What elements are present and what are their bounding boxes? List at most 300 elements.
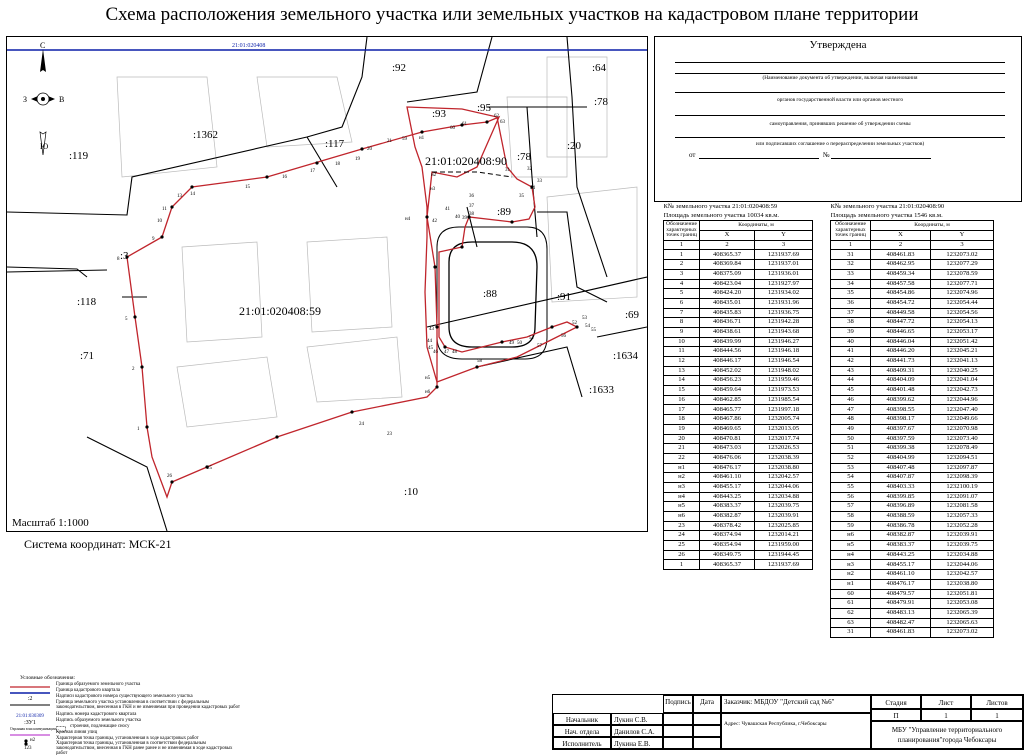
table-row — [831, 318, 994, 328]
cell-y: 1231936.01 — [755, 269, 813, 279]
cell-x: 408449.58 — [871, 308, 931, 318]
cell-x: 408470.81 — [700, 434, 755, 444]
table-row — [664, 250, 813, 260]
cell-y: 1232054.44 — [931, 298, 994, 308]
cell-y: 1231948.02 — [755, 366, 813, 376]
coords-table-59 — [663, 203, 813, 570]
label-10: :10 — [404, 486, 419, 498]
cell-x: 408479.91 — [871, 599, 931, 609]
pt-8: 8 — [117, 257, 120, 262]
cell-point: 3 — [664, 269, 700, 279]
cell-y: 1232094.51 — [931, 453, 994, 463]
cell-y: 1232040.25 — [931, 366, 994, 376]
pt-51: 51 — [529, 336, 534, 341]
pt-50: 50 — [517, 341, 522, 346]
table-59-area: Площадь земельного участка 10034 кв.м. — [663, 211, 780, 219]
cell-point: 40 — [831, 337, 871, 347]
parcel-90-boundary — [407, 107, 577, 382]
table-row — [664, 550, 813, 560]
table-row — [831, 618, 994, 628]
table-row — [664, 279, 813, 289]
pt-9: 9 — [152, 237, 155, 242]
parcel-90-label: 21:01:020408:90 — [425, 154, 508, 168]
cell-x: 408382.87 — [871, 531, 931, 541]
table-row — [664, 298, 813, 308]
legend-item-existing-boundary — [10, 701, 245, 711]
cell-y: 1232053.17 — [931, 327, 994, 337]
cell-y: 1232038.80 — [755, 463, 813, 473]
table-row — [664, 424, 813, 434]
table-row — [831, 589, 994, 599]
cell-y: 1232044.06 — [755, 482, 813, 492]
pt-31: 31 — [505, 168, 510, 173]
cell-x: 408383.37 — [700, 502, 755, 512]
cell-x: 408443.25 — [700, 492, 755, 502]
stamp-name-3: Лукина Е.В. — [611, 737, 663, 749]
cell-y: 1231959.46 — [755, 376, 813, 386]
pt-44: 44 — [427, 339, 432, 344]
table-row — [664, 289, 813, 299]
cell-x: 408446.17 — [700, 357, 755, 367]
cell-point: 23 — [664, 521, 700, 531]
table-59-c3: 3 — [755, 240, 813, 250]
cell-x: 408438.61 — [700, 327, 755, 337]
table-59-h-y: Y — [755, 231, 813, 241]
cell-x: 408365.37 — [700, 560, 755, 570]
table-59-c1: 1 — [664, 240, 700, 250]
pt-42: 42 — [432, 219, 437, 224]
cell-y: 1231944.45 — [755, 550, 813, 560]
cell-y: 1232057.33 — [931, 512, 994, 522]
cell-x: 408439.99 — [700, 337, 755, 347]
stamp-stage-h: Стадия — [871, 695, 921, 709]
legend-heading: Условные обозначения: — [20, 675, 76, 681]
legend-text-5: Надпись номера кадастрового квартала — [56, 712, 137, 717]
table-90-c2: 2 — [871, 240, 931, 250]
cell-x: 408399.38 — [871, 444, 931, 454]
table-59-h-point: Обозначение характерных точек границ — [664, 221, 700, 240]
cell-x: 408436.71 — [700, 318, 755, 328]
pt-1: 1 — [137, 427, 140, 432]
cell-point: 22 — [664, 453, 700, 463]
compass-s: Ю — [40, 142, 49, 151]
title-block — [552, 694, 1024, 750]
table-row — [831, 492, 994, 502]
table-90-h-x: X — [871, 231, 931, 241]
cell-x: 408399.85 — [871, 492, 931, 502]
label-91: :91 — [557, 291, 572, 303]
cell-y: 1232091.07 — [931, 492, 994, 502]
cell-point: 63 — [831, 618, 871, 628]
cell-x: 408386.78 — [871, 521, 931, 531]
cell-x: 408409.31 — [871, 366, 931, 376]
table-row — [664, 434, 813, 444]
cell-point: 36 — [831, 298, 871, 308]
cell-point: н6 — [831, 531, 871, 541]
cell-y: 1231997.18 — [755, 405, 813, 415]
approval-line-1: (Наименование документа об утверждении, включая наименования — [762, 75, 918, 81]
pt-41: 41 — [445, 207, 450, 212]
cell-point: 34 — [831, 279, 871, 289]
pt-59: 59 — [402, 137, 407, 142]
table-row — [831, 512, 994, 522]
cell-x: 408461.10 — [700, 473, 755, 483]
stamp-sheets: 1 — [971, 709, 1023, 721]
cell-x: 408375.09 — [700, 269, 755, 279]
cell-point: 32 — [831, 260, 871, 270]
table-row — [831, 250, 994, 260]
pt-26: 26 — [167, 474, 172, 479]
table-row — [831, 347, 994, 357]
label-78a: :78 — [594, 96, 609, 108]
cell-x: 408398.17 — [871, 415, 931, 425]
pt-48: 48 — [452, 350, 457, 355]
pt-36: 36 — [469, 194, 474, 199]
label-95: :95 — [477, 102, 492, 114]
table-row — [831, 424, 994, 434]
cell-point: 11 — [664, 347, 700, 357]
coordinate-system: Система координат: МСК-21 — [24, 537, 172, 551]
label-3: :3 — [120, 250, 129, 262]
cell-point: 17 — [664, 405, 700, 415]
approval-block — [654, 36, 1022, 202]
page-title: Схема расположения земельного участка или земельных участков на кадастровом плане территории — [105, 4, 919, 25]
approval-ot: от — [689, 151, 696, 159]
table-row — [831, 434, 994, 444]
cell-point: н4 — [831, 550, 871, 560]
label-92: :92 — [392, 62, 407, 74]
table-row — [664, 327, 813, 337]
legend-text-10: Характерная точка границы, установленная в соответствии федеральным законодательством, внесенная в ГКН ранее ранее и не изменяемая в ходе кадастровых работ — [56, 741, 233, 756]
cell-y: 1232044.96 — [931, 395, 994, 405]
pt-55: 55 — [591, 328, 596, 333]
pt-32: 32 — [527, 167, 532, 172]
cell-x: 408407.48 — [871, 463, 931, 473]
cell-point: 21 — [664, 444, 700, 454]
cell-x: 408396.89 — [871, 502, 931, 512]
cell-point: 57 — [831, 502, 871, 512]
stamp-sheets-h: Листов — [971, 695, 1023, 709]
cell-point: н1 — [664, 463, 700, 473]
table-row — [831, 502, 994, 512]
label-1634: :1634 — [613, 350, 639, 362]
compass-e: В — [59, 95, 65, 104]
legend-text-2: Граница кадастрового квартала — [56, 688, 120, 693]
cell-x: 408383.37 — [871, 541, 931, 551]
cell-point: 55 — [831, 482, 871, 492]
pt-n3: н3 — [430, 187, 436, 192]
cell-x: 408423.04 — [700, 279, 755, 289]
cell-point: 10 — [664, 337, 700, 347]
cell-point: н5 — [831, 541, 871, 551]
cell-x: 408479.57 — [871, 589, 931, 599]
cell-point: н1 — [831, 579, 871, 589]
cell-point: 4 — [664, 279, 700, 289]
pt-n4: н4 — [405, 217, 411, 222]
pt-45: 45 — [428, 346, 433, 351]
cell-y: 1232078.49 — [931, 444, 994, 454]
legend-text-9: Характерная точка границы, установленная в ходе кадастровых работ — [56, 736, 199, 741]
pt-54: 54 — [585, 324, 590, 329]
pt-39: 39 — [462, 216, 467, 221]
cell-y: 1232039.75 — [755, 502, 813, 512]
cell-x: 408455.17 — [700, 482, 755, 492]
cell-y: 1231934.02 — [755, 289, 813, 299]
table-row — [831, 357, 994, 367]
pt-56: 56 — [561, 334, 566, 339]
cell-point: 1 — [664, 250, 700, 260]
cell-y: 1232017.74 — [755, 434, 813, 444]
table-row — [664, 482, 813, 492]
cell-x: 408456.23 — [700, 376, 755, 386]
cell-x: 408457.58 — [871, 279, 931, 289]
table-59-title: К№ земельного участка 21:01:020408:59 — [663, 203, 778, 211]
cell-point: 12 — [664, 357, 700, 367]
pt-20: 20 — [367, 147, 372, 152]
pt-57: 57 — [537, 344, 542, 349]
label-69: :69 — [625, 309, 640, 321]
cell-x: 408444.56 — [700, 347, 755, 357]
cell-x: 408382.87 — [700, 512, 755, 522]
cell-y: 1232078.59 — [931, 269, 994, 279]
label-88: :88 — [483, 288, 498, 300]
cell-point: 41 — [831, 347, 871, 357]
cell-y: 1231943.68 — [755, 327, 813, 337]
cell-point: н6 — [664, 512, 700, 522]
cell-y: 1231937.01 — [755, 260, 813, 270]
table-row — [831, 376, 994, 386]
legend-text-3: Надписи кадастрового номера существующего земельного участка — [56, 694, 193, 699]
table-row — [831, 628, 994, 638]
table-90-h-point: Обозначение характерных точек границ — [831, 221, 871, 240]
pt-53: 53 — [582, 316, 587, 321]
compass-north-arrow — [40, 49, 46, 72]
cell-point: 37 — [831, 308, 871, 318]
table-59-h-coords: Координаты, м — [700, 221, 813, 231]
cell-y: 1232054.13 — [931, 318, 994, 328]
table-row — [831, 550, 994, 560]
pt-2: 2 — [132, 367, 135, 372]
cell-y: 1231936.75 — [755, 308, 813, 318]
table-row — [664, 308, 813, 318]
cell-point: 33 — [831, 269, 871, 279]
cell-x: 408454.72 — [871, 298, 931, 308]
table-row — [664, 453, 813, 463]
legend-text-8: Красная линия улиц — [56, 730, 98, 735]
cell-x: 408455.17 — [871, 560, 931, 570]
table-row — [664, 395, 813, 405]
table-row — [664, 492, 813, 502]
table-row — [831, 579, 994, 589]
cell-point: н4 — [664, 492, 700, 502]
cell-y: 1232073.02 — [931, 628, 994, 638]
cell-y: 1232054.56 — [931, 308, 994, 318]
coords-table-90 — [830, 203, 994, 638]
cell-x: 408424.20 — [700, 289, 755, 299]
cell-point: 26 — [664, 550, 700, 560]
table-row — [664, 347, 813, 357]
cell-y: 1232013.05 — [755, 424, 813, 434]
table-row — [831, 308, 994, 318]
table-row — [831, 289, 994, 299]
cell-y: 1232073.02 — [931, 250, 994, 260]
pt-52: 52 — [572, 321, 577, 326]
cell-y: 1231959.00 — [755, 541, 813, 551]
table-row — [664, 512, 813, 522]
cell-y: 1232014.21 — [755, 531, 813, 541]
stamp-stage: П — [871, 709, 921, 721]
cell-y: 1232074.96 — [931, 289, 994, 299]
map-scale: Масштаб 1:1000 — [12, 517, 89, 529]
table-row — [831, 386, 994, 396]
legend-sym-6: :ЗУ1 — [24, 720, 36, 726]
stamp-name-2: Данилов С.А. — [611, 725, 663, 737]
cell-y: 1232051.81 — [931, 589, 994, 599]
table-row — [664, 405, 813, 415]
table-row — [831, 599, 994, 609]
cell-point: 49 — [831, 424, 871, 434]
table-row — [831, 327, 994, 337]
cell-point: 35 — [831, 289, 871, 299]
cell-point: 44 — [831, 376, 871, 386]
pt-10: 10 — [157, 219, 162, 224]
table-90-c1: 1 — [831, 240, 871, 250]
table-row — [831, 463, 994, 473]
cell-y: 1232045.21 — [931, 347, 994, 357]
pt-18: 18 — [335, 162, 340, 167]
cell-y: 1231946.54 — [755, 357, 813, 367]
cell-x: 408399.62 — [871, 395, 931, 405]
table-59-h-x: X — [700, 231, 755, 241]
cell-y: 1231937.69 — [755, 560, 813, 570]
legend-text-6: Надпись образуемого земельного участка — [56, 718, 141, 723]
compass-rose — [23, 41, 64, 155]
cell-y: 1231931.96 — [755, 298, 813, 308]
cell-point: 16 — [664, 395, 700, 405]
stamp-role-2: Нач. отдела — [553, 725, 611, 737]
cell-point: 6 — [664, 298, 700, 308]
cell-x: 408462.95 — [871, 260, 931, 270]
cell-x: 408407.87 — [871, 473, 931, 483]
table-row — [664, 376, 813, 386]
pt-15: 15 — [245, 185, 250, 190]
cell-y: 1232034.88 — [931, 550, 994, 560]
table-90-area: Площадь земельного участка 1546 кв.м. — [830, 211, 943, 219]
pt-n6: н6 — [425, 390, 431, 395]
cell-x: 408354.94 — [700, 541, 755, 551]
cell-point: н2 — [831, 570, 871, 580]
cell-x: 408446.20 — [871, 347, 931, 357]
label-78b: :78 — [517, 151, 532, 163]
pt-25: 25 — [207, 466, 212, 471]
cell-point: 8 — [664, 318, 700, 328]
legend-sym-9: н2 — [30, 738, 36, 743]
cell-point: н3 — [664, 482, 700, 492]
cell-x: 408476.06 — [700, 453, 755, 463]
stamp-customer: Заказчик: МБДОУ "Детский сад №6" — [721, 695, 871, 713]
cell-y: 1232026.53 — [755, 444, 813, 454]
label-1633: :1633 — [589, 384, 615, 396]
cell-point: 18 — [664, 415, 700, 425]
cell-point: 15 — [664, 386, 700, 396]
table-90-h-coords: Координаты, м — [871, 221, 994, 231]
table-row — [664, 337, 813, 347]
legend-text-4: Граница земельного участка установленная в соответствии с федеральным законодательством, внесенная в ГКН и не изменяемая при проведении кадастровых работ — [56, 700, 241, 710]
table-row — [831, 482, 994, 492]
table-59-c2: 2 — [700, 240, 755, 250]
cell-y: 1232041.04 — [931, 376, 994, 386]
pt-37: 37 — [469, 204, 474, 209]
stamp-podpis: Подпись — [663, 695, 693, 713]
cell-x: 408454.86 — [871, 289, 931, 299]
background-contours — [117, 57, 637, 427]
cell-point: 38 — [831, 318, 871, 328]
pt-47: 47 — [444, 350, 449, 355]
cell-point: 1 — [664, 560, 700, 570]
pt-58: 58 — [477, 359, 482, 364]
cell-x: 408398.55 — [871, 405, 931, 415]
table-row — [664, 260, 813, 270]
cell-y: 1232070.98 — [931, 424, 994, 434]
table-row — [831, 444, 994, 454]
cell-point: 25 — [664, 541, 700, 551]
table-row — [664, 531, 813, 541]
cell-x: 408447.72 — [871, 318, 931, 328]
pt-13: 13 — [177, 194, 182, 199]
cell-y: 1232042.57 — [931, 570, 994, 580]
cell-y: 1232049.66 — [931, 415, 994, 425]
table-row — [831, 260, 994, 270]
cell-y: 1232077.71 — [931, 279, 994, 289]
legend-item-existing-point — [10, 741, 245, 756]
pt-46: 46 — [433, 350, 438, 355]
cell-point: 54 — [831, 473, 871, 483]
label-20: :20 — [567, 140, 582, 152]
cell-y: 1232081.58 — [931, 502, 994, 512]
stamp-name-1: Лукин С.В. — [611, 713, 663, 725]
approval-line-3: самоуправления, принявших решение об утверждении схемы — [769, 121, 911, 127]
pt-34: 34 — [530, 186, 535, 191]
pt-38: 38 — [469, 212, 474, 217]
table-row — [831, 279, 994, 289]
label-117: :117 — [325, 138, 345, 150]
cell-point: 58 — [831, 512, 871, 522]
table-90-h-y: Y — [931, 231, 994, 241]
cell-x: 408476.17 — [700, 463, 755, 473]
cell-point: 20 — [664, 434, 700, 444]
cell-point: 13 — [664, 366, 700, 376]
cell-x: 408401.48 — [871, 386, 931, 396]
pt-n2: н2 — [431, 173, 437, 178]
cell-y: 1232039.75 — [931, 541, 994, 551]
table-row — [831, 269, 994, 279]
table-row — [664, 521, 813, 531]
cell-x: 408403.33 — [871, 482, 931, 492]
cell-x: 408452.02 — [700, 366, 755, 376]
label-118: :118 — [77, 296, 97, 308]
cell-x: 408467.86 — [700, 415, 755, 425]
cell-point: 50 — [831, 434, 871, 444]
cell-y: 1232077.29 — [931, 260, 994, 270]
table-row — [664, 318, 813, 328]
quarter-label: 21:01:020408 — [232, 43, 266, 49]
cell-point: 62 — [831, 608, 871, 618]
cell-y: 1231985.54 — [755, 395, 813, 405]
cell-x: 408441.73 — [871, 357, 931, 367]
cell-x: 408404.09 — [871, 376, 931, 386]
pt-23: 23 — [387, 432, 392, 437]
label-119: :119 — [69, 150, 89, 162]
